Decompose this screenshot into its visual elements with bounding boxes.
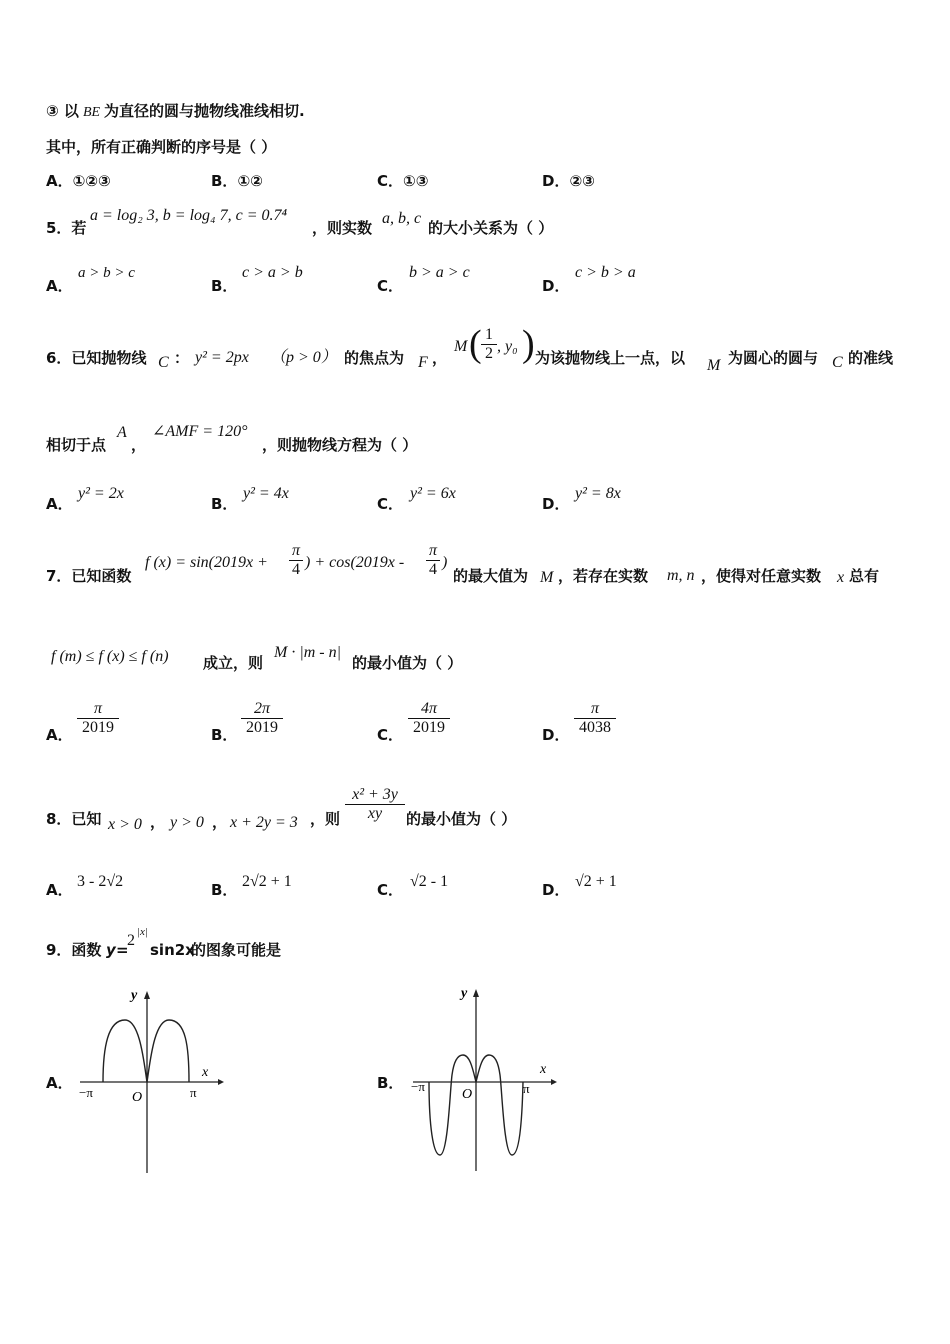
q8-cond-2: y > 0 [170,814,204,831]
q5-option-c[interactable]: b > a > c [409,264,470,281]
q9-sin: sin2x [150,941,195,959]
q8-sep-2: ， [212,813,228,831]
x-axis-arrow [551,1079,557,1085]
y-label: y [461,986,468,1001]
q6-c2: C [832,354,843,371]
q7-text-6: 的最小值为（ ） [352,654,463,672]
q9-tail: 的图象可能是 [191,941,282,959]
q7-option-d[interactable]: π 4038 [574,700,616,737]
q8-number: 8．已知 [46,810,102,828]
q6-option-b[interactable]: y² = 4x [243,485,289,502]
q8-option-d-label[interactable]: D． [542,881,570,899]
q6-focus-f: F [418,354,428,371]
q5-option-a[interactable]: a > b > c [78,265,135,281]
q6-option-a[interactable]: y² = 2x [78,485,124,502]
q7-inequality: f (m) ≤ f (x) ≤ f (n) [51,648,169,665]
q6-focus-text: 的焦点为 [344,349,405,367]
q7-func-3: ) [442,554,448,571]
q9-graph-a[interactable] [70,985,230,1180]
pi-label: π [190,1085,197,1100]
q5-number: 5．若 [46,219,87,237]
q8-cond-1: x > 0 [108,816,142,833]
q5-option-b-label[interactable]: B． [211,277,238,295]
q6-right-paren: ) [522,323,535,365]
q8-option-c-label[interactable]: C． [377,881,404,899]
q8-then: ，则 [310,810,341,828]
q7-func-1: f (x) = sin(2019x + [145,554,268,571]
q7-expression: M · |m - n| [274,644,342,661]
q7-x: x [837,569,845,586]
q5-option-c-label[interactable]: C． [377,277,404,295]
y-axis-arrow [473,989,479,997]
q6-option-d-label[interactable]: D． [542,495,570,513]
neg-pi-label: −π [411,1079,425,1094]
q7-max-m: M [540,569,554,586]
q9-number: 9．函数 [46,941,102,959]
prev-option-a[interactable]: A．①②③ [46,172,111,190]
q6-m2: M [707,357,721,374]
q9-y: y [106,941,116,959]
q6-line2-b: ，则抛物线方程为（ ） [262,436,418,454]
q7-func-2: ) + cos(2019x - [305,554,405,571]
x-label: x [540,1062,547,1077]
origin-label: O [462,1087,473,1102]
q7-text-4: 总有 [849,567,880,585]
origin-label: O [132,1090,143,1105]
q6-point-m: M [454,338,468,355]
q7-option-a[interactable]: π 2019 [77,700,119,737]
q6-option-c-label[interactable]: C． [377,495,404,513]
q7-option-c-label[interactable]: C． [377,726,404,744]
q7-option-a-label[interactable]: A． [46,726,73,744]
q6-condition: （p > 0） [270,349,337,366]
q8-option-c[interactable]: √2 - 1 [410,873,449,890]
q7-frac-2: π 4 [426,542,440,579]
q5-vars: a, b, c [382,210,422,227]
q7-mn: m, n [667,567,695,584]
q5-option-d[interactable]: c > b > a [575,264,636,281]
q7-option-c[interactable]: 4π 2019 [408,700,450,737]
x-axis-arrow [218,1079,224,1085]
q6-y0: , y₀ [497,338,518,355]
q9-eq: = [116,941,129,959]
q6-half-fraction: 1 2 [481,326,497,363]
q5-mid: ，则实数 [312,219,373,237]
q7-text-2: ，若存在实数 [558,567,649,585]
q8-tail: 的最小值为（ ） [406,810,517,828]
q9-option-b-label[interactable]: B． [377,1074,404,1092]
prev-question-prompt: 其中，所有正确判断的序号是（ ） [46,138,277,156]
q6-line2-a: 相切于点 [46,436,107,454]
x-label: x [202,1065,209,1080]
q6-text-2: 为圆心的圆与 [728,349,819,367]
q7-option-d-label[interactable]: D． [542,726,570,744]
q7-text-3: ，使得对任意实数 [701,567,822,585]
q6-text-1: 为该抛物线上一点，以 [535,349,686,367]
q5-option-d-label[interactable]: D． [542,277,570,295]
q8-sep-1: ， [150,813,166,831]
q6-equation: y² = 2px [195,349,249,366]
q6-comma: ， [432,349,448,367]
y-axis-arrow [144,991,150,999]
q8-fraction: x² + 3y xy [345,786,405,823]
q6-text-3: 的准线 [848,349,894,367]
neg-pi-label: −π [79,1085,93,1100]
q8-option-b-label[interactable]: B． [211,881,238,899]
q7-text-1: 的最大值为 [453,567,529,585]
q8-option-a-label[interactable]: A． [46,881,73,899]
q7-option-b[interactable]: 2π 2019 [241,700,283,737]
q7-frac-1: π 4 [289,542,303,579]
q9-base: 2 [127,932,135,949]
statement-3: ③ 以 BE 为直径的圆与抛物线准线相切. [46,102,305,120]
q8-option-b[interactable]: 2√2 + 1 [242,873,292,890]
q6-number: 6．已知抛物线 [46,349,147,367]
q7-text-5: 成立，则 [203,654,264,672]
q5-option-b[interactable]: c > a > b [242,264,303,281]
pi-label: π [523,1081,530,1096]
q6-left-paren: ( [469,323,482,365]
prev-option-c[interactable]: C．①③ [377,172,429,190]
q5-option-a-label[interactable]: A． [46,277,73,295]
q8-cond-3: x + 2y = 3 [230,814,298,831]
q6-point-a: A [117,424,127,441]
q6-option-b-label[interactable]: B． [211,495,238,513]
q9-exponent: |x| [137,926,148,938]
q6-option-d[interactable]: y² = 8x [575,485,621,502]
q6-curve-c: C [158,354,169,371]
q9-option-a-label[interactable]: A． [46,1074,73,1092]
q5-definitions: a = log₂ 3, b = log₄ 7, c = 0.7⁴ [90,207,288,224]
q6-comma-2: ， [131,436,147,454]
q8-option-a[interactable]: 3 - 2√2 [77,873,124,890]
q6-option-a-label[interactable]: A． [46,495,73,513]
curve-a [103,1020,189,1082]
q8-option-d[interactable]: √2 + 1 [575,873,617,890]
q7-option-b-label[interactable]: B． [211,726,238,744]
q5-tail: 的大小关系为（ ） [428,219,554,237]
q7-number: 7．已知函数 [46,567,132,585]
prev-option-b[interactable]: B．①② [211,172,263,190]
q6-option-c[interactable]: y² = 6x [410,485,456,502]
q6-colon: ： [174,349,190,367]
y-label: y [131,988,138,1003]
q6-angle: ∠AMF = 120° [152,423,248,440]
q9-graph-b[interactable] [405,985,565,1180]
prev-option-d[interactable]: D．②③ [542,172,595,190]
